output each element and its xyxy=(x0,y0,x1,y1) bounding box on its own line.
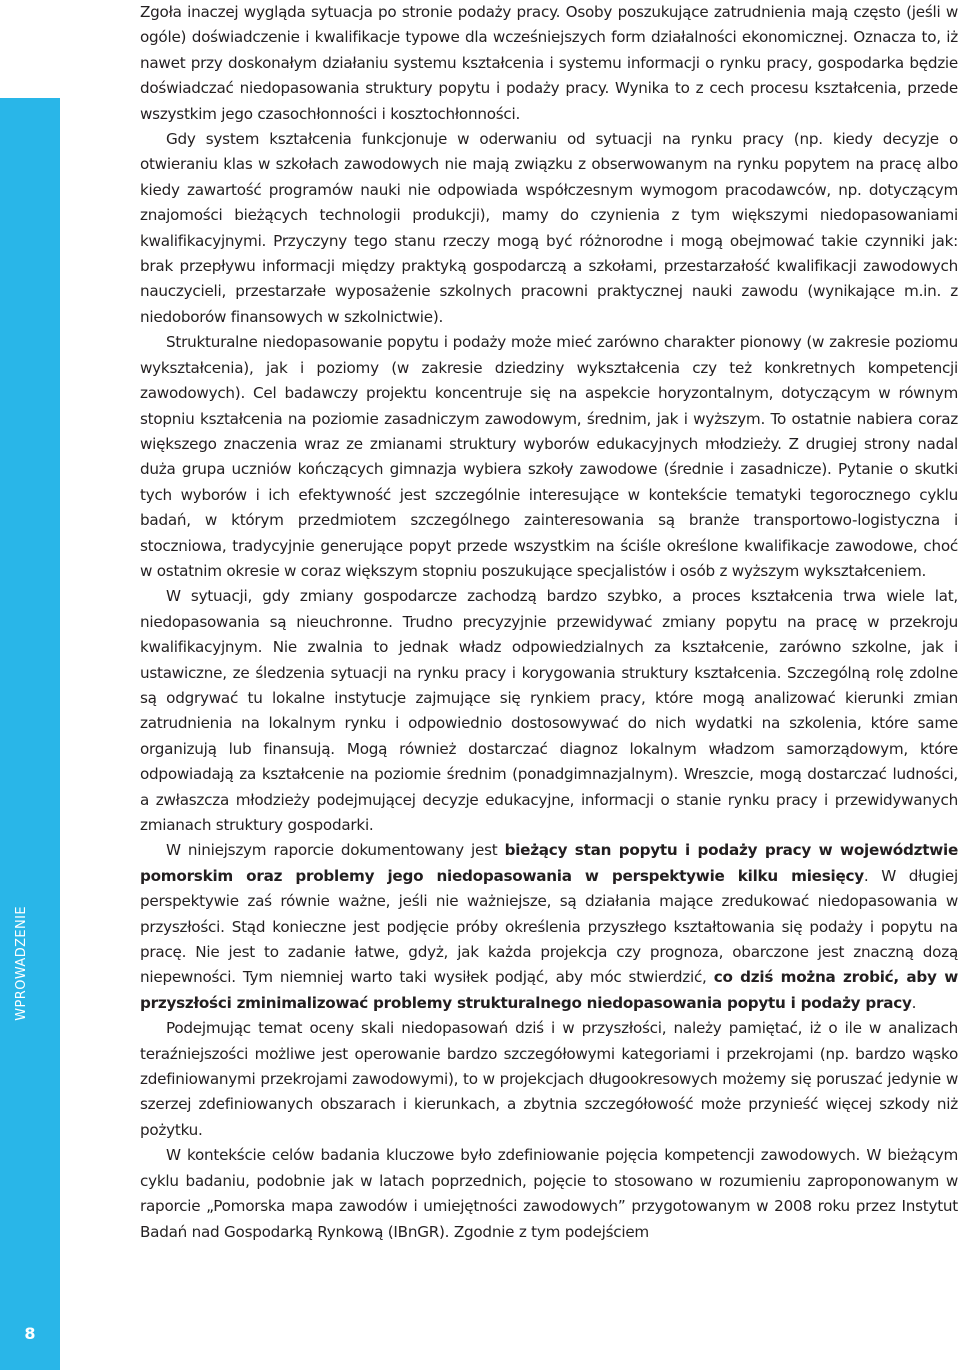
text-segment: W niniejszym raporcie dokumentowany jest xyxy=(166,841,505,860)
paragraph-7 xyxy=(140,1143,958,1245)
sidebar-accent-bar xyxy=(0,98,60,1318)
bold-text-segment: bieżący stan popytu i podaży pracy w województwie pomorskim oraz problemy jego niedopasowania w perspektywie kilku miesięcy xyxy=(140,841,958,885)
text-segment: Podejmując temat oceny skali niedopasowań dziś i w przyszłości, należy pamiętać, iż o ile w analizach teraźniejszości możliwe jest operowanie bardzo szczegółowymi kategoriami i przekrojami (np. bardzo wąsko zdefiniowanymi przekrojami zawodowymi), to w projekcjach długookresowych możemy się poruszać jedynie w szerzej zdefiniowanych obszarach i kierunkach, a zbytnia szczegółowość może przynieść więcej szkody niż pożytku. xyxy=(140,1019,958,1139)
paragraph-5 xyxy=(140,838,958,1016)
text-segment: W sytuacji, gdy zmiany gospodarcze zachodzą bardzo szybko, a proces kształcenia trwa wiele lat, niedopasowania są nieuchronne. Trudno precyzyjnie przewidywać zmiany popytu na pracę w przekroju kwalifikacyjnym. Nie zwalnia to jednak władz odpowiedzialnych za kształcenie, zarówno szkolne, jak i ustawiczne, ze śledzenia sytuacji na rynku pracy i korygowania struktury kształcenia. Szczególną rolę zdolne są odgrywać tu lokalne instytucje zajmujące się rynkiem pracy, które mogą analizować kierunki zmian zatrudnienia na lokalnym rynku i odpowiednio dostosowywać do nich wydatki na szkolenia, które same organizują lub finansują. Mogą również dostarczać diagnoz lokalnym władzom samorządowym, które odpowiadają za kształcenie na poziomie średnim (ponadgimnazjalnym). Wreszcie, mogą dostarczać ludności, a zwłaszcza młodzieży podejmującej decyzje edukacyjne, informacji o stanie rynku pracy i przewidywanych zmianach struktury gospodarki. xyxy=(140,587,958,834)
paragraph-6 xyxy=(140,1016,958,1143)
text-segment: . W długiej perspektywie zaś równie ważne, jeśli nie ważniejsze, są działania mające zredukować niedopasowania w przyszłości. Stąd konieczne jest podjęcie próby określenia przyszłego kształtowania się podaży i popytu na pracę. Nie jest to zadanie łatwe, gdyż, jak każda projekcja czy prognoza, obarczone jest znaczną dozą niepewności. Tym niemniej warto taki wysiłek podjąć, aby móc stwierdzić, xyxy=(140,866,958,987)
paragraph-2 xyxy=(140,127,958,330)
text-segment: Gdy system kształcenia funkcjonuje w oderwaniu od sytuacji na rynku pracy (np. kiedy decyzje o otwieraniu klas w szkołach zawodowych nie mają związku z obserwowanym na rynku popytem na pracę albo kiedy zawartość programów nauki nie odpowiada współczesnym wymogom pracodawców, np. dotyczącym znajomości bieżących technologii produkcji), mamy do czynienia z tym większymi niedopasowaniami kwalifikacyjnymi. Przyczyny tego stanu rzeczy mogą być różnorodne i mogą obejmować takie czynniki jak: brak przepływu informacji między praktyką gospodarczą a szkołami, przestarzałość kwalifikacji zawodowych nauczycieli, przestarzałe wyposażenie szkolnych pracowni praktycznej nauki zawodu (wynikające m.in. z niedoborów finansowych w szkolnictwie). xyxy=(140,130,958,326)
body-text xyxy=(140,0,958,1245)
paragraph-4 xyxy=(140,584,958,838)
paragraph-1 xyxy=(140,0,958,127)
bold-text-segment: co dziś można zrobić, aby w przyszłości zminimalizować problemy strukturalnego niedopasowania popytu i podaży pracy xyxy=(140,968,958,1012)
text-segment: Strukturalne niedopasowanie popytu i podaży może mieć zarówno charakter pionowy (w zakresie poziomu wykształcenia), jak i poziomy (w zakresie dziedziny wykształcenia czy też konkretnych kompetencji zawodowych). Cel badawczy projektu koncentruje się na aspekcie horyzontalnym, dotyczącym w równym stopniu kształcenia na poziomie zasadniczym zawodowym, średnim, jak i wyższym. To ostatnie nabiera coraz większego znaczenia wraz ze zmianami struktury wyborów edukacyjnych młodzieży. Z drugiej strony nadal duża grupa uczniów kończących gimnazja wybiera szkoły zawodowe (średnie i zasadnicze). Pytanie o skutki tych wyborów i ich efektywność jest szczególnie interesujące w kontekście tematyki tegorocznego cyklu badań, w którym przedmiotem szczególnego zainteresowania są branże transportowo-logistyczna i stoczniowa, tradycyjnie generujące popyt przede wszystkim na ściśle określone kwalifikacje zawodowe, choć w ostatnim okresie w coraz większym stopniu poszukujące specjalistów i osób z wyższym wykształceniem. xyxy=(140,333,958,580)
text-segment: . xyxy=(911,993,917,1012)
paragraph-3 xyxy=(140,330,958,584)
page-number: 8 xyxy=(24,1324,36,1343)
section-label: WPROWADZENIE xyxy=(14,906,29,1021)
text-segment: Zgoła inaczej wygląda sytuacja po stronie podaży pracy. Osoby poszukujące zatrudnienia mają często (jeśli w ogóle) doświadczenie i kwalifikacje typowe dla wcześniejszych form działalności ekonomicznej. Oznacza to, iż nawet przy doskonałym działaniu systemu kształcenia i systemu informacji o rynku pracy, gospodarka będzie doświadczać niedopasowania struktury popytu i podaży pracy. Wynika to z cech procesu kształcenia, przede wszystkim jego czasochłonności i kosztochłonności. xyxy=(140,3,958,123)
text-segment: W kontekście celów badania kluczowe było zdefiniowanie pojęcia kompetencji zawodowych. W bieżącym cyklu badaniu, podobnie jak w latach poprzednich, pojęcie to stosowano w rozumieniu zaproponowanym w raporcie „Pomorska mapa zawodów i umiejętności zawodowych” przygotowanym w 2008 roku przez Instytut Badań nad Gospodarką Rynkową (IBnGR). Zgodnie z tym podejściem xyxy=(140,1146,958,1241)
